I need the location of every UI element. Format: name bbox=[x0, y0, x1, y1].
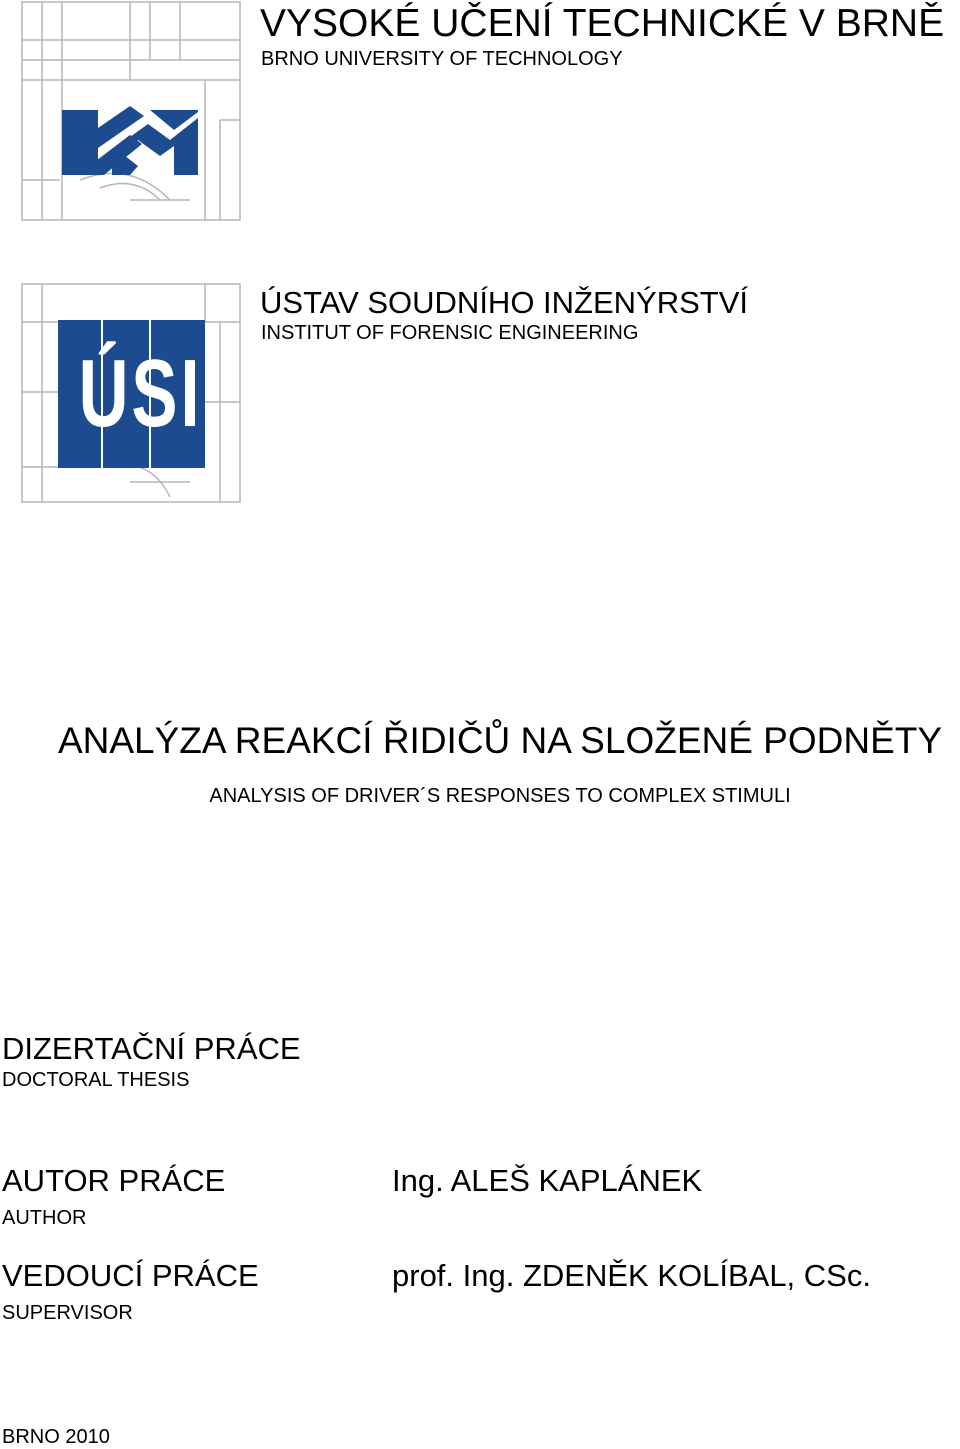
place-year: BRNO 2010 bbox=[2, 1426, 110, 1448]
institute-name-en: INSTITUT OF FORENSIC ENGINEERING bbox=[261, 322, 639, 344]
supervisor-label-en: SUPERVISOR bbox=[2, 1302, 133, 1324]
author-name: Ing. ALEŠ KAPLÁNEK bbox=[392, 1163, 703, 1198]
author-label-cz: AUTOR PRÁCE bbox=[2, 1163, 226, 1198]
institute-logo-text: ÚSI bbox=[78, 340, 203, 447]
thesis-type-cz: DIZERTAČNÍ PRÁCE bbox=[2, 1031, 301, 1066]
thesis-type-en: DOCTORAL THESIS bbox=[2, 1069, 190, 1091]
university-name-cz: VYSOKÉ UČENÍ TECHNICKÉ V BRNĚ bbox=[260, 2, 945, 45]
university-name-en: BRNO UNIVERSITY OF TECHNOLOGY bbox=[261, 48, 623, 70]
institute-logo bbox=[20, 282, 242, 504]
institute-name-cz: ÚSTAV SOUDNÍHO INŽENÝRSTVÍ bbox=[260, 285, 749, 320]
supervisor-label-cz: VEDOUCÍ PRÁCE bbox=[2, 1258, 259, 1293]
university-logo bbox=[20, 0, 242, 222]
thesis-title-en: ANALYSIS OF DRIVER´S RESPONSES TO COMPLEX STIMULI bbox=[209, 785, 791, 807]
thesis-title-cz: ANALÝZA REAKCÍ ŘIDIČŮ NA SLOŽENÉ PODNĚTY bbox=[57, 720, 943, 761]
author-label-en: AUTHOR bbox=[2, 1207, 87, 1229]
supervisor-name: prof. Ing. ZDENĚK KOLÍBAL, CSc. bbox=[392, 1258, 871, 1293]
